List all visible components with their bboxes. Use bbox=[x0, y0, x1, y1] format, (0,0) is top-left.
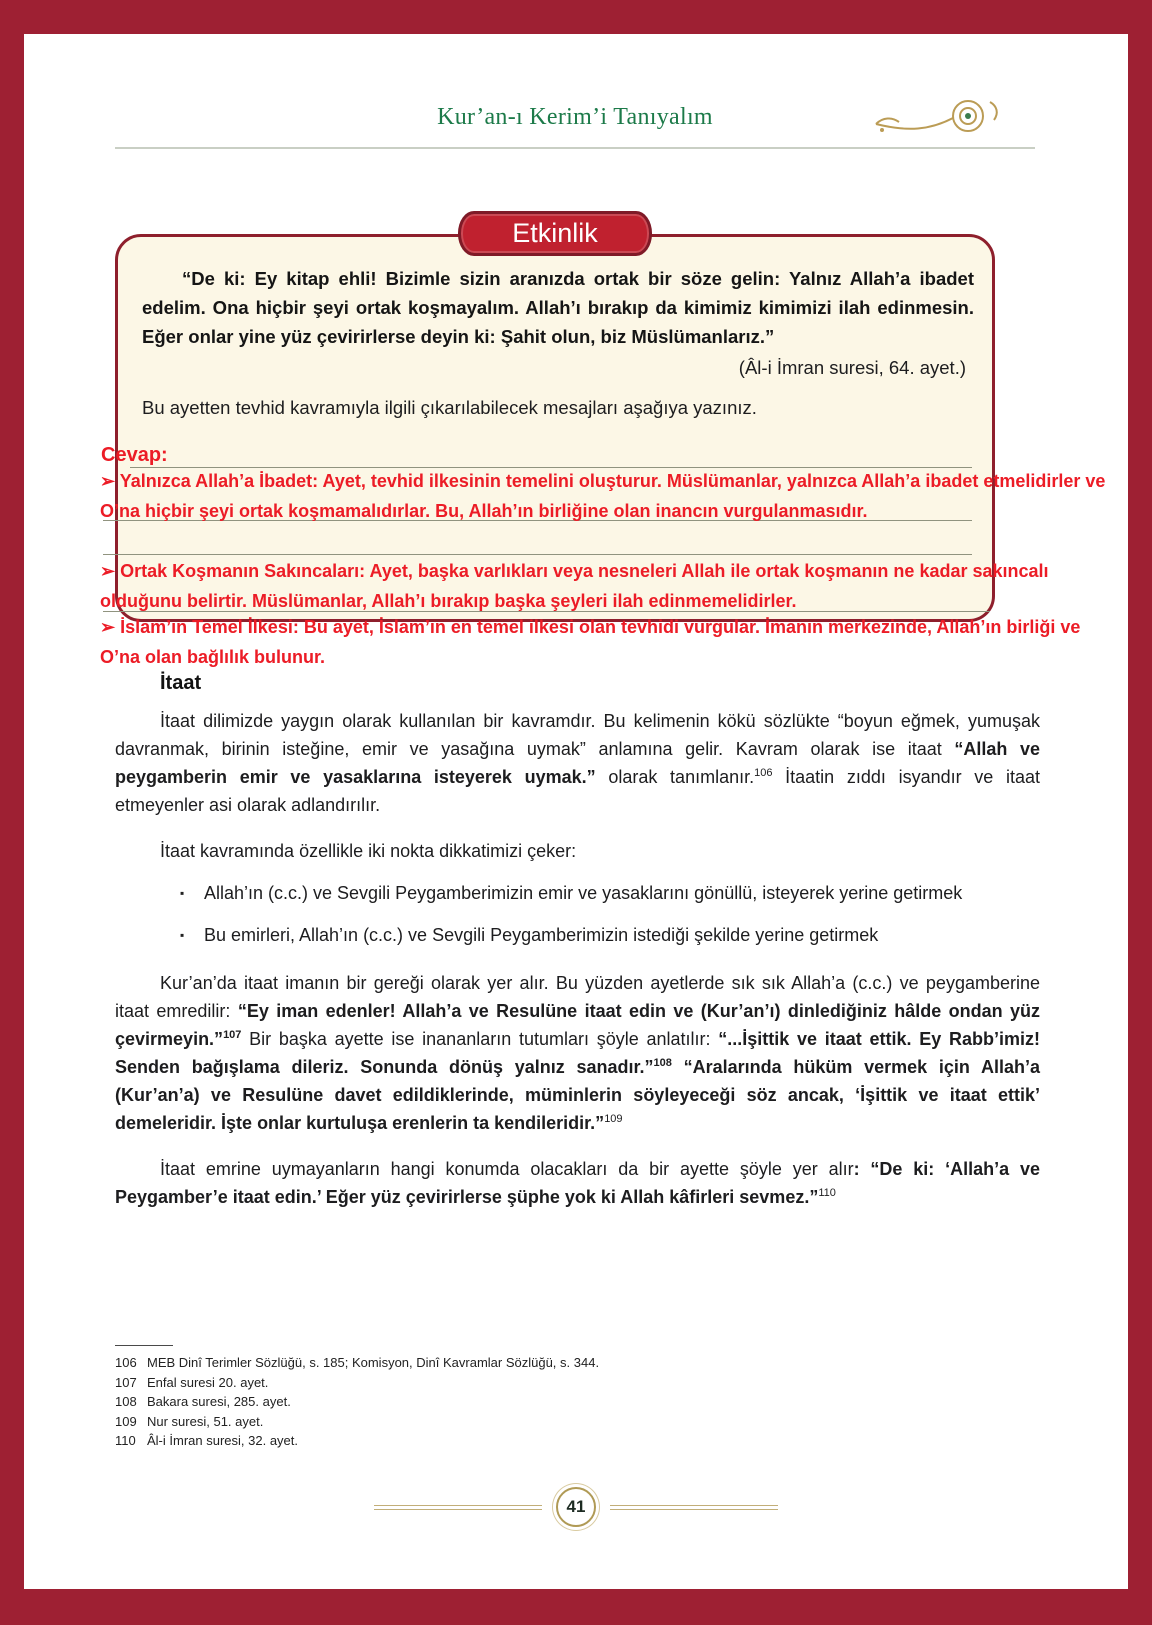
footnote-text: MEB Dinî Terimler Sözlüğü, s. 185; Komisyon, Dinî Kavramlar Sözlüğü, s. 344. bbox=[147, 1355, 600, 1370]
handwritten-answer-3: ➢ İslam’ın Temel İlkesi: Bu ayet, İslam’ın en temel ilkesi olan tevhidi vurgular. İmanın merkezinde, Allah’ın birliği ve O’na olan bağlılık bulunur. bbox=[100, 617, 1081, 667]
paragraph-itaat-definition: İtaat dilimizde yaygın olarak kullanılan bir kavramdır. Bu kelimenin kökü sözlükte “boyun eğmek, yumuşak davranmak, birinin isteğine, emir ve yasağına uymak” anlamına gelir. Kavram olarak ise itaat “Allah ve peygamberin emir ve yasaklarına isteyerek uymak.” olarak tanımlanır.$^{106}$ İtaatin zıddı isyandır ve itaat etmeyenler asi olarak adlandırılır. bbox=[115, 711, 1041, 815]
handwritten-answer-1: ➢ Yalnızca Allah’a İbadet: Ayet, tevhid ilkesinin temelini oluşturur. Müslümanlar, yalnızca Allah’a ibadet etmelidirler ve O’na hiçbir şeyi ortak koşmamalıdırlar. Bu, Allah’ın birliğine olan inancın vurgulanmasıdır. bbox=[100, 471, 1106, 521]
activity-verse-citation: (Âl-i İmran suresi, 64. ayet.) bbox=[738, 357, 966, 378]
bullet-text: Bu emirleri, Allah’ın (c.c.) ve Sevgili Peygamberimizin istediği şekilde yerine getirmek bbox=[204, 925, 879, 945]
activity-verse-quote: “De ki: Ey kitap ehli! Bizimle sizin aranızda ortak bir söze gelin: Yalnız Allah’a ibadet edelim. Ona hiçbir şeyi ortak koşmayalım. Allah’ı bırakıp da kimimiz kimimizi ilah edinmesin. Eğer onlar yine yüz çevirirlerse deyin ki: Şahit olun, biz Müslümanlarız.” bbox=[142, 268, 974, 347]
footnote-text: Bakara suresi, 285. ayet. bbox=[147, 1394, 291, 1409]
bullet-list bbox=[180, 879, 1040, 949]
footnote-number: 108 bbox=[115, 1394, 137, 1409]
paragraph-uymayanlar: İtaat emrine uymayanların hangi konumda olacakları da bir ayette şöyle yer alır: “De ki: ‘Allah’a ve Peygamber’e itaat edin.’ Eğer yüz çevirirlerse şüphe yok ki Allah kâfirleri sevmez.”$^{110}$ bbox=[115, 1159, 1040, 1207]
footer-ornament-line bbox=[374, 1505, 542, 1510]
footnote-text: Âl-i İmran suresi, 32. ayet. bbox=[147, 1433, 298, 1448]
footnote-text: Enfal suresi 20. ayet. bbox=[147, 1374, 269, 1390]
footnote bbox=[115, 1431, 1015, 1451]
section-heading: İtaat bbox=[160, 672, 202, 694]
footnote bbox=[115, 1373, 1015, 1393]
footnote-text: Nur suresi, 51. ayet. bbox=[147, 1413, 264, 1429]
footnote-number: 110 bbox=[115, 1433, 136, 1448]
page-border-right bbox=[1128, 0, 1152, 1625]
page-footer bbox=[0, 1487, 1152, 1527]
bullet-text: Allah’ın (c.c.) ve Sevgili Peygamberimizin emir ve yasaklarını gönüllü, isteyerek yerine getirmek bbox=[204, 883, 963, 903]
activity-prompt: Bu ayetten tevhid kavramıyla ilgili çıkarılabilecek mesajları aşağıya yazınız. bbox=[142, 397, 757, 418]
footnote-divider bbox=[115, 1345, 173, 1346]
activity-badge: Etkinlik bbox=[458, 211, 652, 256]
paragraph-ayetler: Kur’an’da itaat imanın bir gereği olarak yer alır. Bu yüzden ayetlerde sık sık Allah’a (c.c.) ve peygamberine itaat emredilir: “Ey iman edenler! Allah’a ve Resulüne itaat edin ve (Kur’an’ı) dinlediğiniz hâlde ondan yüz çevirmeyin.”$^{107}$ Bir başka ayette ise inananların tutumları şöyle anlatılır: “...İşittik ve itaat ettik. Ey Rabb’imiz! Senden bağışlama dileriz. Sonunda dönüş yalnız sanadır.”$^{108}$ “Aralarında hüküm vermek için Allah’a (Kur’an’a) ve Resulüne davet edildiklerinde, müminlerin söyleyeceği söz ancak, ‘İşittik ve itaat ettik’ demeleridir. İşte onlar kurtuluşa erenlerin ta kendileridir.”$^{109}$ bbox=[115, 973, 1040, 1133]
footnote bbox=[115, 1412, 1015, 1432]
answer-ruled-line bbox=[103, 554, 972, 555]
footer-ornament-line bbox=[610, 1505, 778, 1510]
footnote-number: 106 bbox=[115, 1355, 137, 1370]
footnote-number: 107 bbox=[115, 1374, 137, 1390]
page-border-bottom bbox=[0, 1589, 1152, 1625]
bullet-icon: ▪ bbox=[180, 928, 185, 942]
footnote bbox=[115, 1392, 1015, 1412]
page-border-left bbox=[0, 0, 24, 1625]
list-item bbox=[180, 879, 1040, 907]
section-content bbox=[115, 672, 1040, 1229]
header-ornament-icon bbox=[868, 92, 1008, 149]
bullet-icon: ▪ bbox=[180, 886, 185, 900]
footnote bbox=[115, 1353, 1015, 1373]
page-border-top bbox=[0, 0, 1152, 34]
paragraph-bullet-intro: İtaat kavramında özellikle iki nokta dikkatimizi çeker: bbox=[160, 841, 577, 861]
page-header-title: Kur’an-ı Kerim’i Tanıyalım bbox=[437, 104, 713, 130]
list-item bbox=[180, 921, 1040, 949]
footnote-number: 109 bbox=[115, 1413, 137, 1429]
page-number-badge: 41 bbox=[556, 1487, 596, 1527]
answer-label: Cevap: bbox=[101, 444, 168, 466]
handwritten-answer-2: ➢ Ortak Koşmanın Sakıncaları: Ayet, başka varlıkları veya nesneleri Allah ile ortak koşmanın ne kadar sakıncalı olduğunu belirtir. Müslümanlar, Allah’ı bırakıp başka şeyleri ilah edinmemelidirler. bbox=[100, 561, 1049, 611]
footnotes bbox=[115, 1353, 1015, 1451]
